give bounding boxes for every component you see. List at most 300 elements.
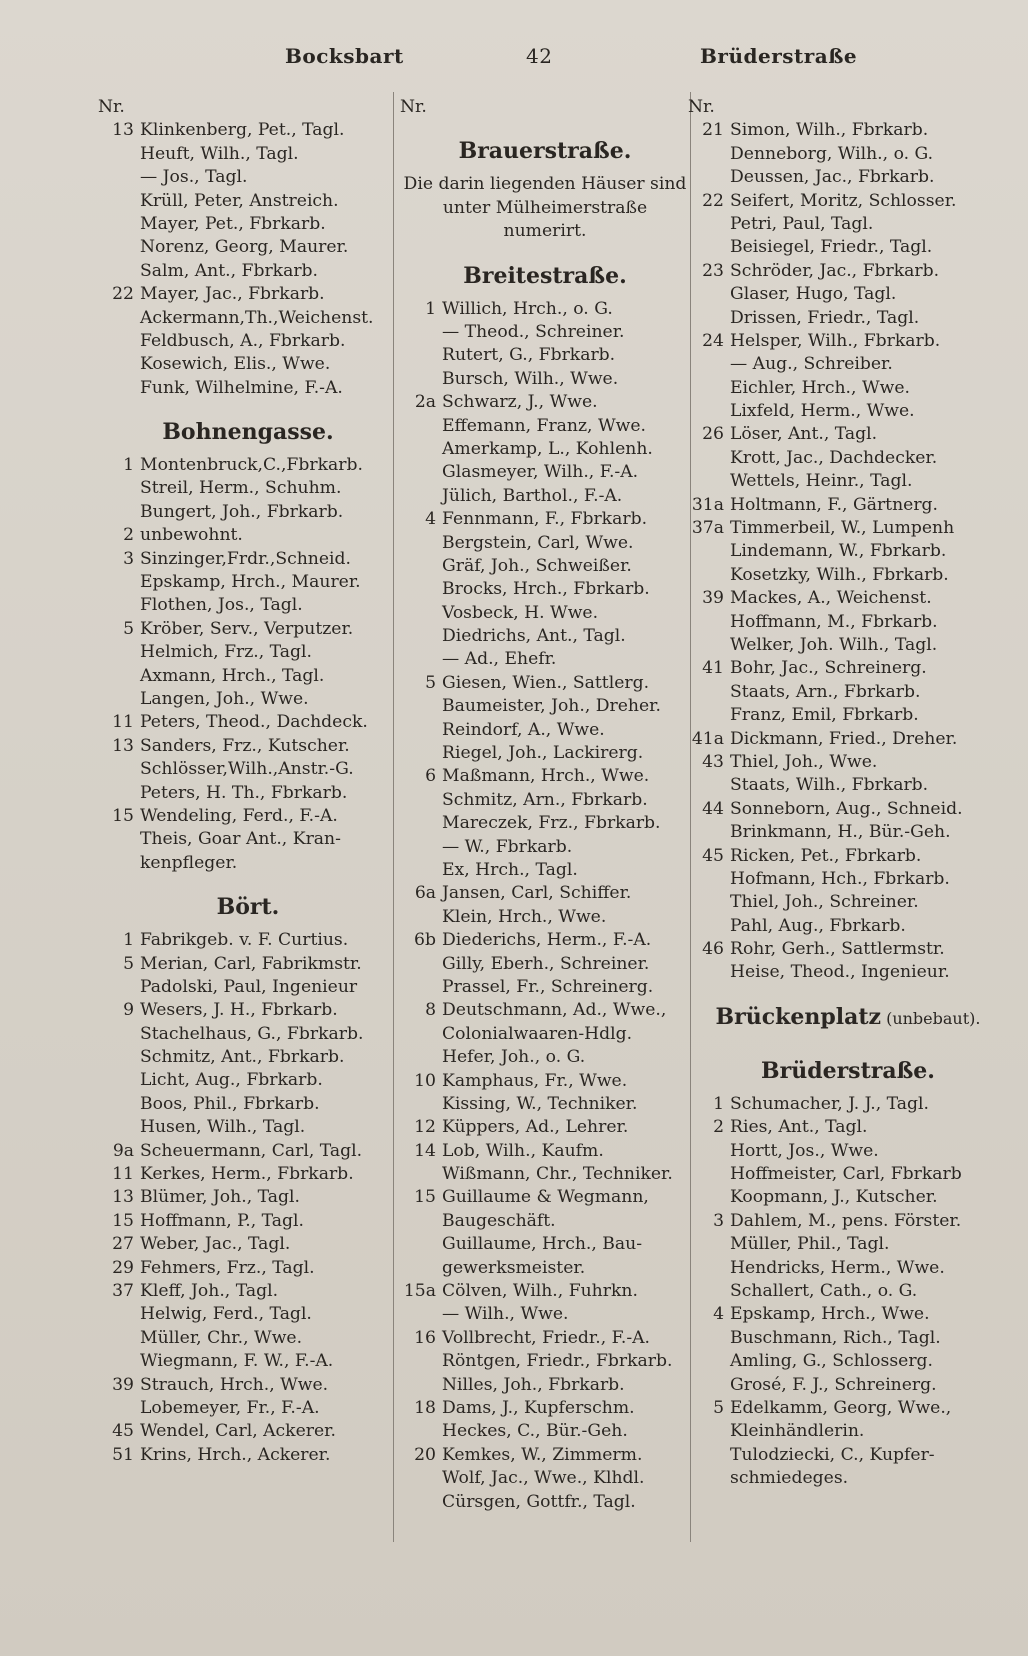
resident-entry: Schallert, Cath., o. G.: [730, 1280, 918, 1301]
house-number: 13: [112, 735, 134, 756]
resident-entry: Kissing, W., Techniker.: [442, 1093, 638, 1114]
resident-entry: Dams, J., Kupferschm.: [442, 1397, 635, 1418]
directory-row: [688, 611, 1008, 634]
directory-row: [98, 852, 398, 875]
resident-entry: Brinkmann, H., Bür.-Geh.: [730, 822, 951, 843]
house-number: [98, 594, 140, 617]
house-number: [688, 915, 730, 938]
resident-entry: Cölven, Wilh., Fuhrkn.: [442, 1281, 638, 1302]
house-number: 1: [425, 298, 436, 319]
house-number: [400, 1046, 442, 1069]
directory-row: [400, 1444, 690, 1467]
house-number: [688, 611, 730, 634]
resident-entry: Deutschmann, Ad., Wwe.,: [442, 1000, 667, 1021]
resident-entry: Rohr, Gerh., Sattlermstr.: [730, 939, 945, 960]
directory-row: [400, 836, 690, 859]
directory-row: [688, 166, 1008, 189]
directory-row: [400, 344, 690, 367]
directory-row: [688, 634, 1008, 657]
house-number: 1: [713, 1093, 724, 1114]
directory-row: [98, 735, 398, 758]
resident-entry: Lixfeld, Herm., Wwe.: [730, 401, 915, 422]
resident-entry: Kemkes, W., Zimmerm.: [442, 1444, 643, 1465]
resident-entry: Langen, Joh., Wwe.: [140, 688, 309, 709]
street-note: Die darin liegenden Häuser sind unter Mülheimerstraße numerirt.: [403, 174, 687, 242]
house-number: [400, 438, 442, 461]
resident-entry: Franz, Emil, Fbrkarb.: [730, 705, 919, 726]
directory-row: [98, 1163, 398, 1186]
directory-row: [98, 1303, 398, 1326]
resident-entry: Kamphaus, Fr., Wwe.: [442, 1070, 628, 1091]
resident-entry: Krott, Jac., Dachdecker.: [730, 447, 938, 468]
resident-entry: Kosewich, Elis., Wwe.: [140, 354, 331, 375]
resident-entry: Epskamp, Hrch., Maurer.: [140, 572, 361, 593]
resident-entry: Funk, Wilhelmine, F.-A.: [140, 377, 343, 398]
resident-entry: Schlösser,Wilh.,Anstr.-G.: [140, 759, 354, 780]
house-number: 39: [112, 1374, 134, 1395]
house-number: [400, 1303, 442, 1326]
resident-entry: Mayer, Pet., Fbrkarb.: [140, 213, 326, 234]
house-number: [688, 1374, 730, 1397]
directory-row: [98, 1233, 398, 1256]
house-number: [400, 625, 442, 648]
house-number: 18: [414, 1397, 436, 1418]
resident-entry: Müller, Phil., Tagl.: [730, 1234, 890, 1255]
street-title: Brüderstraße.: [761, 1057, 935, 1084]
resident-entry: Petri, Paul, Tagl.: [730, 213, 874, 234]
resident-entry: Hefer, Joh., o. G.: [442, 1047, 586, 1068]
resident-entry: Wendel, Carl, Ackerer.: [140, 1421, 336, 1442]
resident-entry: Kleff, Joh., Tagl.: [140, 1280, 279, 1301]
directory-row: [688, 798, 1008, 821]
house-number: 51: [112, 1444, 134, 1465]
directory-row: [688, 517, 1008, 540]
directory-row: [400, 742, 690, 765]
directory-row: [688, 353, 1008, 376]
street-title: Bohnengasse.: [162, 419, 334, 446]
resident-entry: Effemann, Franz, Wwe.: [442, 415, 646, 436]
resident-entry: Kosetzky, Wilh., Fbrkarb.: [730, 564, 949, 585]
house-number: [688, 891, 730, 914]
resident-entry: Maßmann, Hrch., Wwe.: [442, 766, 650, 787]
directory-row: [688, 938, 1008, 961]
resident-entry: Hoffmann, M., Fbrkarb.: [730, 611, 938, 632]
directory-row: [400, 999, 690, 1022]
house-number: 20: [414, 1444, 436, 1465]
directory-row: [98, 571, 398, 594]
directory-row: [400, 1280, 690, 1303]
house-number: [400, 976, 442, 999]
directory-row: [688, 400, 1008, 423]
directory-row: [400, 1374, 690, 1397]
directory-row: [688, 891, 1008, 914]
directory-row: [688, 307, 1008, 330]
street-heading: [98, 885, 398, 929]
directory-row: [688, 587, 1008, 610]
directory-row: [98, 594, 398, 617]
house-number: 46: [702, 939, 724, 960]
resident-entry: — Ad., Ehefr.: [442, 649, 557, 670]
house-number: 9a: [112, 1140, 134, 1161]
directory-row: [400, 485, 690, 508]
resident-entry: Heise, Theod., Ingenieur.: [730, 962, 950, 983]
house-number: [400, 1257, 442, 1280]
house-number: [688, 213, 730, 236]
house-number: [688, 1444, 730, 1467]
resident-entry: Holtmann, F., Gärtnerg.: [730, 494, 939, 515]
house-number: 5: [713, 1397, 724, 1418]
directory-row: [98, 477, 398, 500]
resident-entry: Hofmann, Hch., Fbrkarb.: [730, 868, 950, 889]
house-number: [98, 758, 140, 781]
resident-entry: Tulodziecki, C., Kupfer-: [730, 1444, 935, 1465]
house-number: [98, 143, 140, 166]
resident-entry: Diederichs, Herm., F.-A.: [442, 930, 652, 951]
directory-row: [400, 953, 690, 976]
resident-entry: Seifert, Moritz, Schlosser.: [730, 190, 957, 211]
street-title: Bört.: [216, 894, 280, 921]
directory-row: [400, 578, 690, 601]
directory-row: [98, 711, 398, 734]
street-heading: [400, 129, 690, 173]
directory-row: [400, 906, 690, 929]
directory-row: [688, 1093, 1008, 1116]
house-number: [400, 953, 442, 976]
house-number: [688, 377, 730, 400]
house-number: 5: [123, 618, 134, 639]
house-number: 45: [702, 845, 724, 866]
house-number: [98, 477, 140, 500]
house-number: [98, 641, 140, 664]
directory-row: [400, 695, 690, 718]
directory-row: [400, 882, 690, 905]
resident-entry: Rutert, G., Fbrkarb.: [442, 345, 616, 366]
directory-row: [98, 782, 398, 805]
house-number: 2: [713, 1117, 724, 1138]
house-number: [98, 236, 140, 259]
resident-entry: — Wilh., Wwe.: [442, 1304, 569, 1325]
house-number: 22: [702, 190, 724, 211]
resident-entry: Scheuermann, Carl, Tagl.: [140, 1140, 363, 1161]
house-number: [98, 501, 140, 524]
house-number: 41a: [691, 728, 724, 749]
house-number: 29: [112, 1257, 134, 1278]
house-number: [400, 789, 442, 812]
resident-entry: Diedrichs, Ant., Tagl.: [442, 626, 626, 647]
resident-entry: Heuft, Wilh., Tagl.: [140, 143, 299, 164]
house-number: [98, 665, 140, 688]
resident-entry: Guillaume, Hrch., Bau-: [442, 1234, 643, 1255]
house-number: 12: [414, 1117, 436, 1138]
house-number: [688, 704, 730, 727]
directory-row: [688, 1280, 1008, 1303]
house-number: 10: [414, 1070, 436, 1091]
directory-row: [400, 1257, 690, 1280]
directory-row: [688, 1374, 1008, 1397]
house-number: 4: [425, 509, 436, 530]
directory-row: [98, 1116, 398, 1139]
resident-entry: Bungert, Joh., Fbrkarb.: [140, 501, 344, 522]
resident-entry: — Theod., Schreiner.: [442, 322, 625, 342]
resident-entry: Amerkamp, L., Kohlenh.: [442, 438, 653, 459]
house-number: 6: [425, 766, 436, 787]
directory-row: [400, 976, 690, 999]
directory-row: [688, 845, 1008, 868]
directory-row: [688, 1116, 1008, 1139]
resident-entry: Peters, Theod., Dachdeck.: [140, 712, 368, 733]
directory-row: [688, 564, 1008, 587]
house-number: 24: [702, 330, 724, 351]
directory-row: [400, 415, 690, 438]
house-number: [400, 1491, 442, 1514]
resident-entry: Guillaume & Wegmann,: [442, 1187, 649, 1208]
directory-row: [98, 501, 398, 524]
resident-entry: Fennmann, F., Fbrkarb.: [442, 509, 648, 530]
directory-row: [688, 190, 1008, 213]
resident-entry: Streil, Herm., Schuhm.: [140, 478, 342, 499]
street-title: Breitestraße.: [463, 262, 627, 289]
directory-row: [400, 321, 690, 344]
house-number: 41: [702, 658, 724, 679]
resident-entry: Bergstein, Carl, Wwe.: [442, 532, 634, 553]
house-number: [400, 812, 442, 835]
house-number: [400, 742, 442, 765]
directory-row: [688, 283, 1008, 306]
resident-entry: Vollbrecht, Friedr., F.-A.: [442, 1327, 651, 1348]
directory-row: [400, 1093, 690, 1116]
directory-row: [688, 704, 1008, 727]
resident-entry: Klein, Hrch., Wwe.: [442, 906, 607, 927]
directory-row: [98, 1257, 398, 1280]
house-number: 31a: [691, 494, 724, 515]
house-number: 26: [702, 424, 724, 445]
house-number: [688, 961, 730, 984]
street-title: Brauerstraße.: [458, 138, 632, 165]
house-number: 6b: [414, 930, 436, 951]
resident-entry: Edelkamm, Georg, Wwe.,: [730, 1397, 952, 1418]
resident-entry: Boos, Phil., Fbrkarb.: [140, 1093, 320, 1114]
directory-row: [98, 283, 398, 306]
page-number: 42: [526, 44, 553, 68]
house-number: 1: [123, 455, 134, 476]
resident-entry: Lob, Wilh., Kaufm.: [442, 1140, 604, 1161]
directory-row: [400, 508, 690, 531]
column-1: [98, 96, 398, 1467]
resident-entry: Hoffmeister, Carl, Fbrkarb: [730, 1164, 962, 1185]
resident-entry: Axmann, Hrch., Tagl.: [140, 665, 325, 686]
directory-row: [98, 1210, 398, 1233]
resident-entry: Hortt, Jos., Wwe.: [730, 1140, 879, 1161]
directory-row: [98, 1140, 398, 1163]
house-number: 2: [123, 525, 134, 546]
house-number: [98, 1303, 140, 1326]
directory-row: [400, 765, 690, 788]
directory-row: [688, 1257, 1008, 1280]
nr-column-label: Nr.: [400, 97, 427, 117]
resident-entry: Wettels, Heinr., Tagl.: [730, 471, 913, 492]
resident-entry: Riegel, Joh., Lackirerg.: [442, 743, 644, 764]
house-number: [98, 1046, 140, 1069]
resident-entry: Buschmann, Rich., Tagl.: [730, 1327, 941, 1348]
house-number: [98, 330, 140, 353]
directory-row: [98, 1046, 398, 1069]
resident-entry: Montenbruck,C.,Fbrkarb.: [140, 455, 363, 476]
house-number: [688, 1257, 730, 1280]
house-number: [400, 578, 442, 601]
directory-row: [688, 915, 1008, 938]
directory-row: [400, 602, 690, 625]
resident-entry: Grosé, F. J., Schreinerg.: [730, 1374, 937, 1395]
directory-row: [98, 330, 398, 353]
resident-entry: Bohr, Jac., Schreinerg.: [730, 658, 927, 679]
street-heading: [98, 410, 398, 454]
resident-entry: Glaser, Hugo, Tagl.: [730, 284, 897, 305]
house-number: [688, 1350, 730, 1373]
directory-row: [98, 688, 398, 711]
directory-row: [98, 1420, 398, 1443]
resident-entry: Schwarz, J., Wwe.: [442, 392, 598, 413]
directory-row: [400, 1116, 690, 1139]
directory-row: [400, 368, 690, 391]
directory-row: [688, 1163, 1008, 1186]
house-number: 4: [713, 1304, 724, 1325]
house-number: [688, 1186, 730, 1209]
resident-entry: — Jos., Tagl.: [140, 167, 248, 188]
directory-row: [400, 719, 690, 742]
resident-entry: Lindemann, W., Fbrkarb.: [730, 541, 947, 562]
directory-row: [98, 143, 398, 166]
house-number: [688, 447, 730, 470]
directory-row: [400, 1023, 690, 1046]
directory-row: [688, 1327, 1008, 1350]
directory-row: [400, 1420, 690, 1443]
directory-row: [688, 1397, 1008, 1420]
house-number: [688, 1140, 730, 1163]
resident-entry: Kleinhändlerin.: [730, 1421, 865, 1442]
house-number: [400, 1210, 442, 1233]
resident-entry: Schumacher, J. J., Tagl.: [730, 1093, 929, 1114]
directory-row: [688, 868, 1008, 891]
house-number: 39: [702, 588, 724, 609]
directory-row: [400, 1140, 690, 1163]
house-number: [98, 260, 140, 283]
resident-entry: Staats, Arn., Fbrkarb.: [730, 681, 921, 702]
house-number: 37a: [691, 518, 724, 539]
resident-entry: Mackes, A., Weichenst.: [730, 588, 932, 609]
house-number: 8: [425, 1000, 436, 1021]
resident-entry: Ackermann,Th.,Weichenst.: [140, 307, 374, 328]
resident-entry: Denneborg, Wilh., o. G.: [730, 143, 934, 164]
directory-row: [400, 1303, 690, 1326]
directory-row: [98, 353, 398, 376]
resident-entry: Thiel, Joh., Wwe.: [730, 751, 878, 772]
house-number: [688, 400, 730, 423]
house-number: [400, 1233, 442, 1256]
resident-entry: Jülich, Barthol., F.-A.: [442, 485, 623, 506]
house-number: 14: [414, 1140, 436, 1161]
house-number: 37: [112, 1280, 134, 1301]
resident-entry: Ex, Hrch., Tagl.: [442, 859, 578, 880]
resident-entry: Simon, Wilh., Fbrkarb.: [730, 120, 929, 141]
directory-row: [688, 1350, 1008, 1373]
directory-row: [688, 961, 1008, 984]
resident-entry: Colonialwaaren-Hdlg.: [442, 1023, 633, 1044]
house-number: 13: [112, 1187, 134, 1208]
house-number: [400, 1420, 442, 1443]
resident-entry: Nilles, Joh., Fbrkarb.: [442, 1374, 625, 1395]
house-number: [688, 166, 730, 189]
house-number: [98, 571, 140, 594]
house-number: [400, 555, 442, 578]
house-number: 45: [112, 1421, 134, 1442]
header-right-street: Brüderstraße: [700, 44, 858, 68]
house-number: [98, 190, 140, 213]
house-number: [400, 485, 442, 508]
directory-row: [688, 236, 1008, 259]
resident-entry: Blümer, Joh., Tagl.: [140, 1187, 300, 1208]
directory-row: [688, 1444, 1008, 1467]
resident-entry: Vosbeck, H. Wwe.: [442, 602, 599, 623]
directory-row: [688, 821, 1008, 844]
house-number: [98, 1023, 140, 1046]
resident-entry: Norenz, Georg, Maurer.: [140, 237, 349, 258]
resident-entry: Mareczek, Frz., Fbrkarb.: [442, 813, 661, 834]
directory-row: [688, 774, 1008, 797]
house-number: [400, 532, 442, 555]
directory-row: [400, 461, 690, 484]
directory-row: [688, 1186, 1008, 1209]
house-number: [688, 681, 730, 704]
house-number: [98, 213, 140, 236]
directory-row: [400, 1186, 690, 1209]
house-number: [688, 564, 730, 587]
resident-entry: Müller, Chr., Wwe.: [140, 1327, 303, 1348]
house-number: [688, 1420, 730, 1443]
house-number: 15: [112, 805, 134, 826]
resident-entry: Baumeister, Joh., Dreher.: [442, 696, 661, 717]
resident-entry: Kerkes, Herm., Fbrkarb.: [140, 1164, 354, 1185]
house-number: [400, 602, 442, 625]
house-number: [688, 1467, 730, 1490]
house-number: [688, 868, 730, 891]
resident-entry: unbewohnt.: [140, 525, 243, 546]
resident-entry: Licht, Aug., Fbrkarb.: [140, 1070, 323, 1091]
directory-row: [98, 1069, 398, 1092]
directory-row: [400, 672, 690, 695]
house-number: [688, 1163, 730, 1186]
resident-entry: — Aug., Schreiber.: [730, 354, 893, 375]
resident-entry: Glasmeyer, Wilh., F.-A.: [442, 462, 639, 483]
resident-entry: Lobemeyer, Fr., F.-A.: [140, 1397, 320, 1418]
directory-row: [688, 260, 1008, 283]
house-number: 11: [112, 1164, 134, 1185]
resident-entry: Thiel, Joh., Schreiner.: [730, 892, 919, 913]
resident-entry: Amling, G., Schlosserg.: [730, 1351, 934, 1372]
directory-row: [98, 665, 398, 688]
nr-column-label: Nr.: [98, 97, 125, 117]
column-2: [400, 96, 690, 1514]
directory-row: [400, 532, 690, 555]
directory-row: [98, 976, 398, 999]
resident-entry: Husen, Wilh., Tagl.: [140, 1117, 306, 1138]
resident-entry: Fabrikgeb. v. F. Curtius.: [140, 930, 349, 951]
directory-row: [98, 166, 398, 189]
house-number: [98, 353, 140, 376]
street-heading: [688, 1049, 1008, 1093]
house-number: [688, 236, 730, 259]
house-number: [400, 906, 442, 929]
house-number: 9: [123, 1000, 134, 1021]
